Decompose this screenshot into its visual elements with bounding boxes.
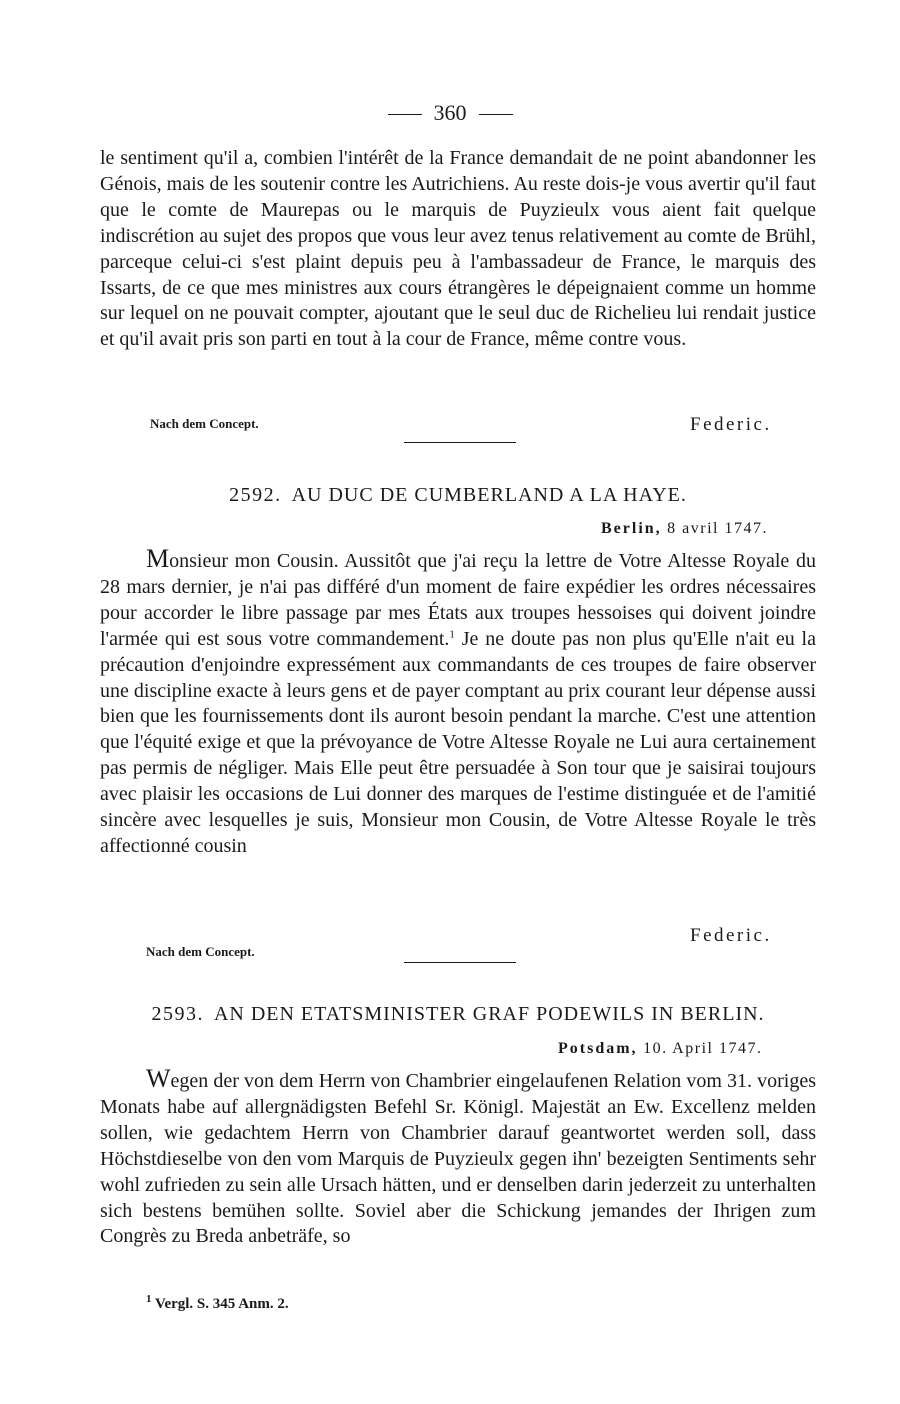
letter-number: 2593.: [151, 1003, 204, 1025]
continuation-text: le sentiment qu'il a, combien l'intérêt de la France demandait de ne point abandonner les Génois, mais de les soutenir contre les Autrichiens. Au reste dois-je vous avertir qu'il faut que le comte de Maurepas ou le marquis de Puyzieulx vous aient fait quelque indiscrétion au sujet des propos que vous leur avez tenus relativement au comte de Brühl, parceque celui-ci s'est plaint depuis peu à l'ambassadeur de France, le marquis des Issarts, de ce que mes ministres aux cours étrangères le dépeignaient comme un homme sur lequel on ne pouvait compter, ajoutant que le seul duc de Richelieu lui rendait justice et qu'il avait pris son parti en tout à la cour de France, même contre vous.: [100, 147, 816, 351]
letter-dateline: [601, 520, 768, 538]
signature: Federic.: [690, 925, 772, 946]
source-note: Nach dem Concept.: [146, 944, 255, 959]
letter-body-paragraph: [100, 1066, 816, 1250]
dateline-date: 10. April 1747.: [643, 1040, 763, 1057]
letter-body: [100, 546, 816, 860]
continuation-paragraph: [100, 146, 816, 353]
initial-letter: M: [146, 544, 170, 573]
page-number-rule-left: [388, 114, 422, 115]
body-text: egen der von dem Herrn von Chambrier eingelaufenen Relation vom 31. voriges Monats habe auf allergnädigsten Befehl Sr. Königl. Majestät an Ew. Excellenz melden sollen, wie gedachtem Herrn von Chambrier darauf geantwortet werden soll, dass Höchstdieselbe von den vom Marquis de Puyzieulx gegen ihn' bezeigten Sentiments sehr wohl zufrieden zu sein alle Ursach hätten, und er denselben darin jederzeit zu unterhalten sich bestens bemühen sollte. Soviel aber die Schickung jemandes der Ihrigen zum Congrès zu Breda anbeträfe, so: [100, 1070, 816, 1248]
letter-heading: [100, 484, 816, 507]
letter-heading: [100, 1003, 816, 1026]
page-number-rule-right: [479, 114, 513, 115]
letter-title: AU DUC DE CUMBERLAND A LA HAYE.: [291, 484, 687, 506]
body-text-part-1: onsieur mon Cousin. Aussitôt que j'ai reçu la lettre de Votre Altesse Royale du 28 mars dernier, je n'ai pas différé d'un moment de faire expédier les ordres nécessaires pour accorder le libre passage par mes États aux troupes hessoises qui doivent joindre l'armée qui est sous votre commandement.: [100, 550, 816, 650]
separator-rule: [404, 962, 516, 963]
dateline-place: Berlin,: [601, 520, 662, 537]
signature: Federic.: [690, 414, 772, 435]
page-number-text: 360: [433, 100, 467, 125]
letter-body: [100, 1066, 816, 1250]
footnote-text: Vergl. S. 345 Anm. 2.: [154, 1296, 289, 1312]
letter-body-paragraph: [100, 546, 816, 860]
separator-rule: [404, 442, 516, 443]
footnote-reference: 1: [449, 628, 455, 641]
initial-letter: W: [146, 1064, 171, 1093]
letter-title: AN DEN ETATSMINISTER GRAF PODEWILS IN BERLIN.: [213, 1003, 765, 1025]
dateline-date: 8 avril 1747.: [667, 520, 768, 537]
footnote-mark: 1: [146, 1293, 152, 1305]
letter-number: 2592.: [229, 484, 282, 506]
footnote: [146, 1293, 289, 1313]
body-text-part-2: Je ne doute pas non plus qu'Elle n'ait eu la précaution d'enjoindre expressément aux commandants de ces troupes de faire observer une discipline exacte à leurs gens et de payer comptant au prix courant leur dépense aussi bien que les fournissements dont ils auront besoin pendant la marche. C'est une attention que l'équité exige et que la prévoyance de Votre Altesse Royale ne Lui aura certainement pas permis de négliger. Mais Elle peut être persuadée à Son tour que je saisirai toujours avec plaisir les occasions de Lui donner des marques de l'estime distinguée et de l'amitié sincère avec lesquelles je suis, Monsieur mon Cousin, de Votre Altesse Royale le très affectionné cousin: [100, 627, 816, 857]
source-note: Nach dem Concept.: [150, 416, 259, 431]
letter-dateline: [558, 1040, 762, 1058]
dateline-place: Potsdam,: [558, 1040, 638, 1057]
page-number: [0, 100, 900, 126]
